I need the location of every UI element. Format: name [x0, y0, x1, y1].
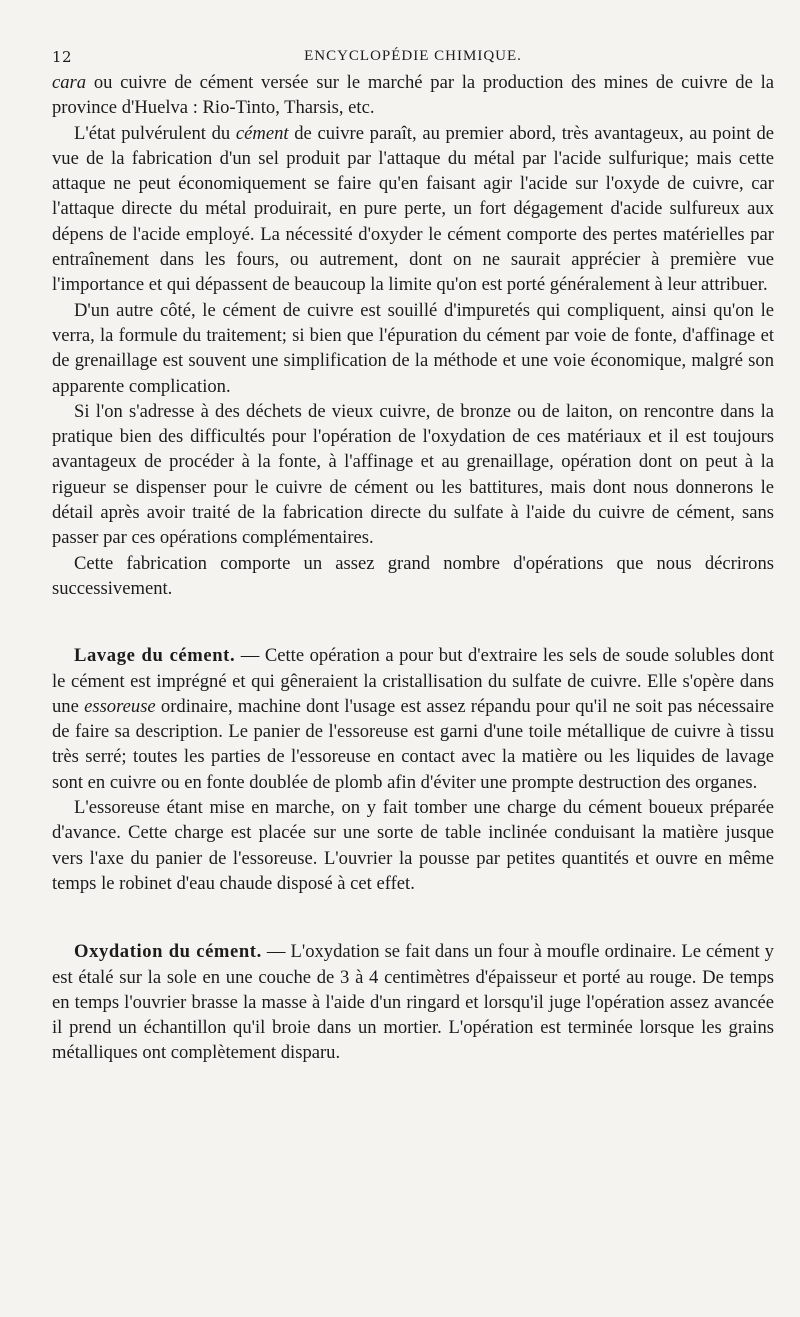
- italic-word: essoreuse: [84, 695, 156, 717]
- paragraph-text: de cuivre paraît, au premier abord, très avantageux, au point de vue de la fabrication d'un sel produit par l'attaque du métal par l'acide sulfurique; mais cette attaque ne peut économiquement se faire qu'en faisant agir l'acide sur l'oxyde de cuivre, car l'attaque directe du métal produirait, en pure perte, un fort dégagement d'acide sulfureux aux dépens de l'acide employé. La nécessité d'oxyder le cément comporte des pertes matérielles par entraînement dans les fours, ou autrement, dont on ne saurait apprécier à première vue l'importance et qui dépassent de beaucoup la limite qu'on est porté généralement à leur attribuer.: [52, 122, 774, 296]
- paragraph-text: ou cuivre de cément versée sur le marché par la production des mines de cuivre de la province d'Huelva : Rio-Tinto, Tharsis, etc.: [52, 72, 774, 119]
- italic-word: cément: [235, 122, 289, 144]
- paragraph-etat-pulverulent: [52, 121, 774, 298]
- paragraph-dechets: Si l'on s'adresse à des déchets de vieux cuivre, de bronze ou de laiton, on rencontre dans la pratique bien des difficultés pour l'opération de l'oxydation de ces matériaux et il est toujours avantageux de procéder à la fonte, à l'affinage et au grenaillage, opération dont on peut à la rigueur se dispenser pour le cuivre de cément ou les battitures, mais dont nous donnerons le détail après avoir traité de la fabrication directe du sulfate à l'aide du cuivre de cément, sans passer par ces opérations complémentaires.: [52, 400, 774, 549]
- running-title: ENCYCLOPÉDIE CHIMIQUE.: [304, 48, 522, 64]
- italic-word: cara: [52, 72, 87, 93]
- section-oxydation: [52, 939, 774, 1065]
- page-number: 12: [52, 48, 73, 66]
- paragraph-impuretes: D'un autre côté, le cément de cuivre est souillé d'impuretés qui compliquent, ainsi qu'on le verra, la formule du traitement; si bien que l'épuration du cément par voie de fonte, d'affinage et de grenaillage est souvent une simplification de la méthode et une voie économique, malgré son apparente complication.: [52, 299, 774, 397]
- book-page: [52, 42, 774, 1066]
- section-spacer: [52, 601, 774, 643]
- section-spacer: [52, 896, 774, 939]
- running-head: [52, 42, 774, 70]
- paragraph-fabrication: Cette fabrication comporte un assez grand nombre d'opérations que nous décrirons successivement.: [52, 552, 774, 599]
- section-lavage: [52, 643, 774, 795]
- paragraph-text: ordinaire, machine dont l'usage est assez répandu pour qu'il ne soit pas nécessaire de faire sa description. Le panier de l'essoreuse est garni d'une toile métallique de cuivre à tissu très serré; toutes les parties de l'essoreuse en contact avec la matière ou les liquides de lavage sont en cuivre ou en fonte doublée de plomb afin d'éviter une prompte destruction des organes.: [52, 695, 774, 793]
- paragraph-text: L'état pulvérulent du: [74, 122, 236, 144]
- paragraph-continuation: [52, 70, 774, 121]
- paragraph-text: — L'oxydation se fait dans un four à moufle ordinaire. Le cément y est étalé sur la sole en une couche de 3 à 4 centimètres d'épaisseur et porté au rouge. De temps en temps l'ouvrier brasse la masse à l'aide d'un ringard et lorsqu'il juge l'opération assez avancée il prend un échantillon qu'il broie dans un mortier. L'opération est terminée lorsque les grains métalliques ont complètement disparu.: [52, 941, 774, 1064]
- section-title-oxydation: Oxydation du cément.: [74, 941, 262, 963]
- paragraph-text: — Cette opération a pour but d'extraire les sels de soude solubles dont le cément est imprégné et qui gêneraient la cristallisation du sulfate de cuivre. Elle s'opère dans une: [52, 645, 774, 717]
- section-title-lavage: Lavage du cément.: [74, 645, 236, 667]
- paragraph-essoreuse-marche: L'essoreuse étant mise en marche, on y fait tomber une charge du cément boueux préparée d'avance. Cette charge est placée sur une sorte de table inclinée conduisant la matière jusque vers l'axe du panier de l'essoreuse. L'ouvrier la pousse par petites quantités et ouvre en même temps le robinet d'eau chaude disposé à cet effet.: [52, 797, 774, 894]
